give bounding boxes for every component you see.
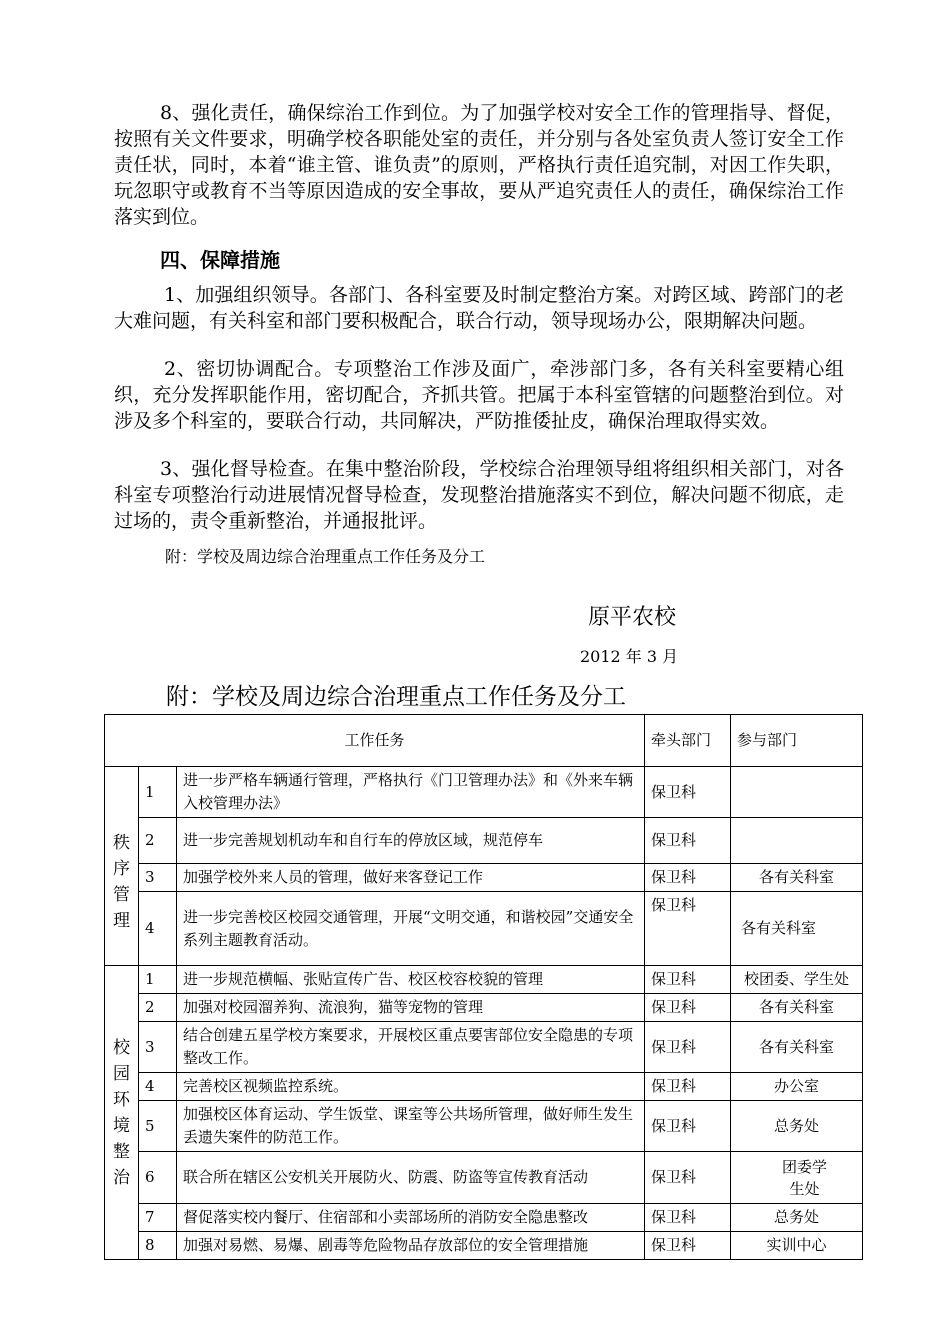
participating-departments: 各有关科室 [731,892,863,966]
header-participating-departments: 参与部门 [731,715,863,767]
row-number: 6 [139,1152,177,1204]
task-description: 加强校区体育运动、学生饭堂、课室等公共场所管理，做好师生发生丢遗失案件的防范工作。 [177,1101,645,1152]
row-number: 3 [139,1022,177,1073]
lead-department: 保卫科 [645,1073,731,1101]
row-number: 1 [139,966,177,994]
task-description: 进一步规范横幅、张贴宣传广告、校区校容校貌的管理 [177,966,645,994]
participating-departments: 总务处 [731,1204,863,1232]
lead-department: 保卫科 [645,1232,731,1260]
attachment-note: 附：学校及周边综合治理重点工作任务及分工 [165,547,486,566]
participating-departments: 校团委、学生处 [731,966,863,994]
lead-department: 保卫科 [645,1101,731,1152]
header-lead-department: 牵头部门 [645,715,731,767]
lead-department: 保卫科 [645,892,731,966]
table-row [105,966,863,994]
task-description: 进一步完善规划机动车和自行车的停放区域，规范停车 [177,818,645,864]
row-number: 1 [139,767,177,818]
task-table [104,714,863,1260]
lead-department: 保卫科 [645,994,731,1022]
task-description: 督促落实校内餐厅、住宿部和小卖部场所的消防安全隐患整改 [177,1204,645,1232]
paragraph-responsibility: 8、强化责任，确保综治工作到位。为了加强学校对安全工作的管理指导、督促，按照有关文件要求，明确学校各职能处室的责任，并分别与各处室负责人签订安全工作责任状，同时，本着“谁主管、谁负责”的原则，严格执行责任追究制，对因工作失职，玩忽职守或教育不当等原因造成的安全事故，要从严追究责任人的责任，确保综治工作落实到位。 [114,102,844,228]
row-number: 3 [139,864,177,892]
table-row [105,1232,863,1260]
lead-department: 保卫科 [645,1022,731,1073]
task-description: 结合创建五星学校方案要求，开展校区重点要害部位安全隐患的专项整改工作。 [177,1022,645,1073]
table-row [105,1152,863,1204]
task-description: 加强对易燃、易爆、剧毒等危险物品存放部位的安全管理措施 [177,1232,645,1260]
table-row [105,1073,863,1101]
lead-department: 保卫科 [645,1152,731,1204]
section-heading-safeguards: 四、保障措施 [160,248,280,272]
lead-department: 保卫科 [645,864,731,892]
header-task: 工作任务 [105,715,645,767]
lead-department: 保卫科 [645,818,731,864]
task-table-body [105,715,863,1260]
task-description: 联合所在辖区公安机关开展防火、防震、防盗等宣传教育活动 [177,1152,645,1204]
category-cell: 校 园 环 境 整 治 [105,966,139,1260]
table-row [105,818,863,864]
participating-departments [731,818,863,864]
paragraph-measure-1: 1、加强组织领导。各部门、各科室要及时制定整治方案。对跨区域、跨部门的老大难问题，有关科室和部门要积极配合，联合行动，领导现场办公，限期解决问题。 [114,284,844,332]
task-description: 加强对校园溜养狗、流浪狗，猫等宠物的管理 [177,994,645,1022]
table-row [105,767,863,818]
task-description: 进一步严格车辆通行管理，严格执行《门卫管理办法》和《外来车辆入校管理办法》 [177,767,645,818]
table-row [105,1204,863,1232]
row-number: 2 [139,818,177,864]
row-number: 2 [139,994,177,1022]
participating-departments: 各有关科室 [731,864,863,892]
table-row [105,1101,863,1152]
row-number: 7 [139,1204,177,1232]
paragraph-measure-3: 3、强化督导检查。在集中整治阶段，学校综合治理领导组将组织相关部门，对各科室专项整治行动进展情况督导检查，发现整治措施落实不到位，解决问题不彻底，走过场的，责令重新整治，并通报批评。 [114,458,844,532]
participating-departments [731,767,863,818]
table-title: 附：学校及周边综合治理重点工作任务及分工 [166,684,626,710]
lead-department: 保卫科 [645,966,731,994]
row-number: 4 [139,892,177,966]
signature-organization: 原平农校 [588,605,677,630]
lead-department: 保卫科 [645,767,731,818]
table-header-row [105,715,863,767]
participating-departments: 办公室 [731,1073,863,1101]
task-description: 加强学校外来人员的管理，做好来客登记工作 [177,864,645,892]
task-description: 完善校区视频监控系统。 [177,1073,645,1101]
task-description: 进一步完善校区校园交通管理，开展“文明交通，和谐校园”交通安全系列主题教育活动。 [177,892,645,966]
paragraph-measure-2: 2、密切协调配合。专项整治工作涉及面广，牵涉部门多，各有关科室要精心组织，充分发挥职能作用，密切配合，齐抓共管。把属于本科室管辖的问题整治到位。对涉及多个科室的，要联合行动，共同解决，严防推倭扯皮，确保治理取得实效。 [114,358,844,432]
row-number: 4 [139,1073,177,1101]
signature-date: 2012 年 3 月 [580,647,679,666]
category-cell: 秩 序 管 理 [105,767,139,966]
table-row [105,892,863,966]
participating-departments: 总务处 [731,1101,863,1152]
participating-departments: 各有关科室 [731,1022,863,1073]
row-number: 8 [139,1232,177,1260]
lead-department: 保卫科 [645,1204,731,1232]
table-row [105,864,863,892]
participating-departments: 实训中心 [731,1232,863,1260]
table-row [105,1022,863,1073]
participating-departments: 各有关科室 [731,994,863,1022]
table-row [105,994,863,1022]
row-number: 5 [139,1101,177,1152]
participating-departments: 团委学生处 [731,1152,863,1204]
